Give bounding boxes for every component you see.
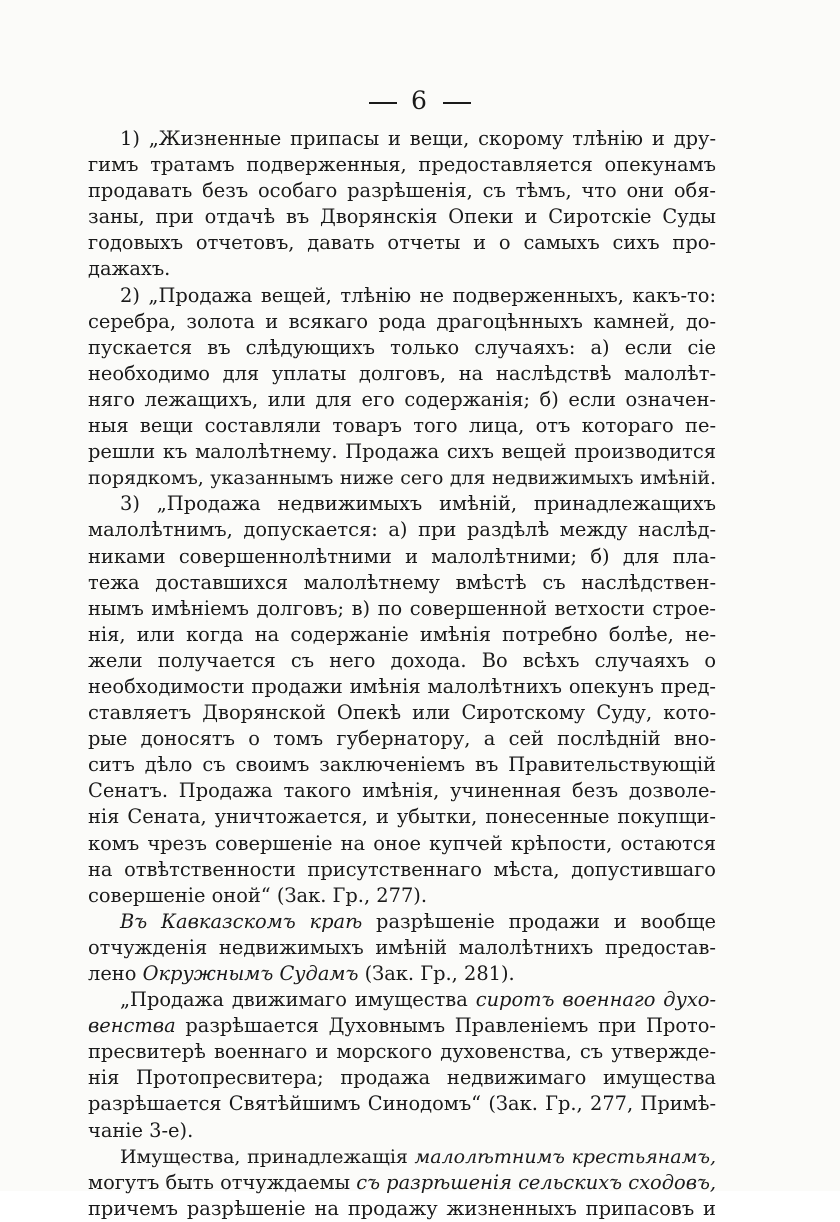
text-segment: разрѣшается Духовнымъ Правленіемъ при Прото- [175, 1014, 716, 1038]
text-line: 1) „Жизненные припасы и вещи, скорому тлѣнію и дру- [120, 127, 716, 150]
right-dash [443, 102, 471, 104]
text-line: нія Протопресвитера; продажа недвижимаго имущества [88, 1066, 716, 1090]
paragraph-4 [88, 909, 716, 987]
paragraph-1 [88, 126, 716, 283]
text-segment: Имущества, принадлежащія [120, 1145, 415, 1168]
text-line [88, 909, 716, 935]
text-line: жели получается съ него дохода. Во всѣхъ случаяхъ о [88, 648, 716, 672]
italic-phrase: съ разрѣшенія сельскихъ сходовъ, [356, 1170, 717, 1194]
text-line: рые доносятъ о томъ губернатору, а сей послѣдній вно- [88, 727, 716, 751]
page-number-header [0, 86, 840, 115]
text-line: пресвитерѣ военнаго и морского духовенства, съ утвержде- [88, 1040, 716, 1064]
text-line: нія, или когда на содержаніе имѣнія потребно болѣе, не- [88, 622, 716, 646]
text-line [88, 1144, 716, 1170]
text-line: чаніе 3-е). [88, 1118, 194, 1142]
text-line: на отвѣтственности присутственнаго мѣста, допустившаго [88, 857, 716, 881]
text-line: никами совершеннолѣтними и малолѣтними; б) для пла- [88, 544, 716, 568]
text-line: гимъ тратамъ подверженныя, предоставляется опекунамъ [88, 153, 716, 177]
text-line: ситъ дѣло съ своимъ заключеніемъ въ Правительствующій [88, 753, 716, 777]
text-segment: разрѣшеніе продажи и вообще [362, 909, 716, 933]
text-line: совершеніе оной“ (Зак. Гр., 277). [88, 883, 428, 907]
text-line: пускается въ слѣдующихъ только случаяхъ: а) если сіе [88, 335, 716, 359]
italic-phrase: венства [88, 1014, 176, 1038]
body-text [88, 126, 716, 1222]
text-line: необходимо для уплаты долговъ, на наслѣдствѣ малолѣт- [88, 361, 716, 385]
text-line: серебра, золота и всякаго рода драгоцѣнныхъ камней, до- [88, 309, 716, 333]
text-line: тежа доставшихся малолѣтнему вмѣстѣ съ наслѣдствен- [88, 570, 716, 594]
text-line: нымъ имѣніемъ долговъ; в) по совершенной ветхости строе- [88, 596, 716, 620]
text-line: дажахъ. [88, 257, 171, 281]
text-line: продавать безъ особаго разрѣшенія, съ тѣмъ, что они обя- [88, 179, 716, 203]
text-segment: могутъ быть отчуждаемы [88, 1170, 357, 1194]
italic-phrase: сиротъ военнаго духо- [475, 988, 716, 1012]
text-line: нія Сената, уничтожается, и убытки, понесенные покупщи- [88, 805, 716, 829]
text-line: необходимости продажи имѣнія малолѣтнихъ опекунъ пред- [88, 674, 716, 698]
text-line: заны, при отдачѣ въ Дворянскія Опеки и Сиротскіе Суды [88, 205, 716, 229]
text-line: няго лежащихъ, или для его содержанія; б) если означен- [88, 387, 716, 411]
text-line: отчужденія недвижимыхъ имѣній малолѣтнихъ предостав- [88, 935, 716, 959]
text-line: малолѣтнимъ, допускается: а) при раздѣлѣ между наслѣд- [88, 518, 716, 542]
text-line: 3) „Продажа недвижимыхъ имѣній, принадлежащихъ [120, 492, 716, 516]
text-line: ныя вещи составляли товаръ того лица, отъ котораго пе- [88, 414, 716, 438]
text-line: разрѣшается Святѣйшимъ Синодомъ“ (Зак. Гр., 277, Примѣ- [88, 1092, 716, 1116]
text-line: порядкомъ, указаннымъ ниже сего для недвижимыхъ имѣній. [88, 467, 716, 490]
text-line: причемъ разрѣшеніе на продажу жизненныхъ припасовъ и [88, 1196, 716, 1220]
left-dash [369, 102, 397, 104]
text-line: годовыхъ отчетовъ, давать отчеты и о самыхъ сихъ про- [88, 231, 716, 255]
paragraph-3 [88, 491, 716, 909]
text-line: ставляетъ Дворянской Опекѣ или Сиротскому Суду, кото- [88, 701, 716, 725]
text-line: комъ чрезъ совершеніе на оное купчей крѣпости, остаются [88, 831, 716, 855]
italic-phrase: Въ Кавказскомъ краѣ [120, 909, 363, 933]
text-line [88, 1170, 716, 1196]
text-line [88, 961, 716, 987]
paragraph-2 [88, 283, 716, 492]
text-line: 2) „Продажа вещей, тлѣнію не подверженныхъ, какъ-то: [120, 283, 716, 307]
text-segment: „Продажа движимаго имущества [120, 988, 476, 1012]
text-line: Сенатъ. Продажа такого имѣнія, учиненная безъ дозволе- [88, 779, 716, 803]
text-segment: (Зак. Гр., 281). [358, 962, 515, 985]
page-number: 6 [411, 86, 429, 115]
text-line: решли къ малолѣтнему. Продажа сихъ вещей производится [88, 440, 716, 464]
text-segment: лено [88, 962, 143, 985]
paragraph-5 [88, 987, 716, 1144]
paragraph-6 [88, 1144, 716, 1222]
italic-phrase: малолѣтнимъ крестьянамъ, [414, 1145, 716, 1168]
text-line [88, 1013, 716, 1039]
text-line [88, 987, 716, 1013]
italic-phrase: Окружнымъ Судамъ [142, 962, 359, 985]
